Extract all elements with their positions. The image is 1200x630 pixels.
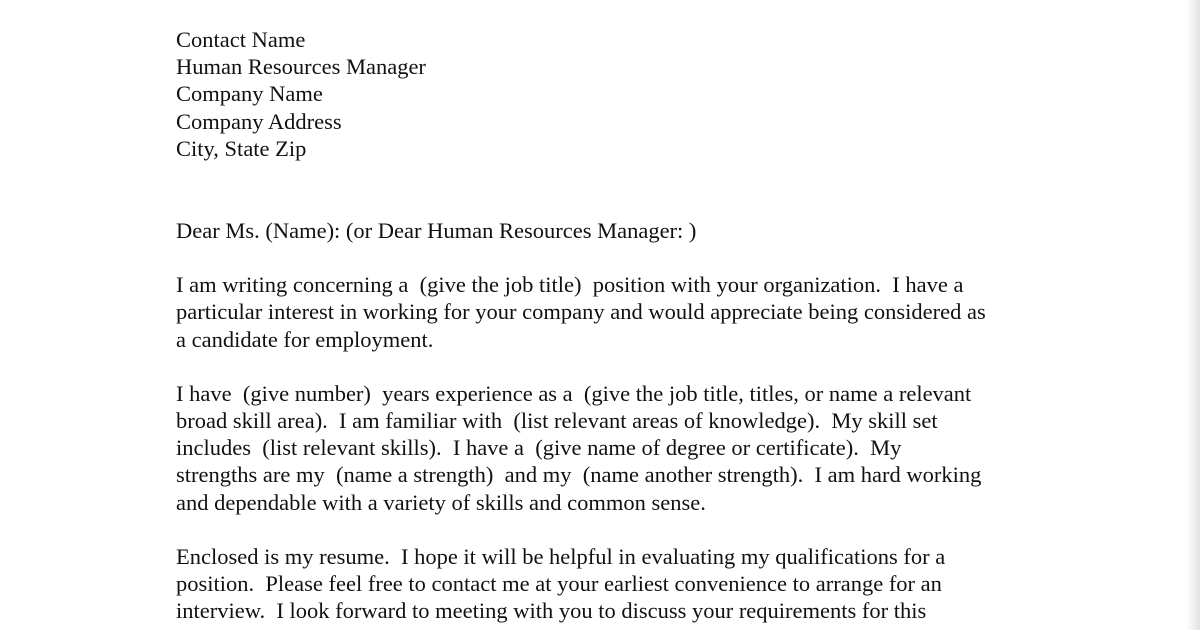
paragraph-line: and dependable with a variety of skills and common sense.	[176, 489, 706, 515]
paragraph-line: position. Please feel free to contact me at your earliest convenience to arrange for an	[176, 571, 942, 597]
address-line-city-state-zip: City, State Zip	[176, 135, 307, 161]
paragraph-line: Enclosed is my resume. I hope it will be helpful in evaluating my qualifications for a	[176, 543, 946, 569]
paragraph-intro	[176, 271, 1076, 353]
paragraph-line: includes (list relevant skills). I have a (give name of degree or certificate). My	[176, 435, 902, 461]
paragraph-line: interview. I look forward to meeting with you to discuss your requirements for this	[176, 598, 927, 624]
paragraph-line: strengths are my (name a strength) and my (name another strength). I am hard working	[176, 462, 982, 488]
address-line-company-name: Company Name	[176, 81, 323, 107]
paragraph-line: broad skill area). I am familiar with (list relevant areas of knowledge). My skill set	[176, 408, 938, 434]
salutation-text: Dear Ms. (Name): (or Dear Human Resources Manager: )	[176, 218, 697, 244]
paragraph-closing	[176, 543, 1076, 625]
address-line-company-address: Company Address	[176, 108, 342, 134]
paragraph-experience	[176, 380, 1076, 516]
address-line-title: Human Resources Manager	[176, 54, 426, 80]
paragraph-line: I am writing concerning a (give the job title) position with your organization. I have a	[176, 272, 964, 298]
salutation	[176, 217, 1076, 244]
recipient-address-block	[176, 26, 1076, 162]
paragraph-line: a candidate for employment.	[176, 326, 434, 352]
letter-page	[176, 26, 1076, 624]
paragraph-line: I have (give number) years experience as a (give the job title, titles, or name a relevant	[176, 380, 972, 406]
page-edge-shadow	[1186, 0, 1200, 630]
address-line-contact-name: Contact Name	[176, 27, 306, 52]
paragraph-line: particular interest in working for your company and would appreciate being considered as	[176, 299, 986, 325]
